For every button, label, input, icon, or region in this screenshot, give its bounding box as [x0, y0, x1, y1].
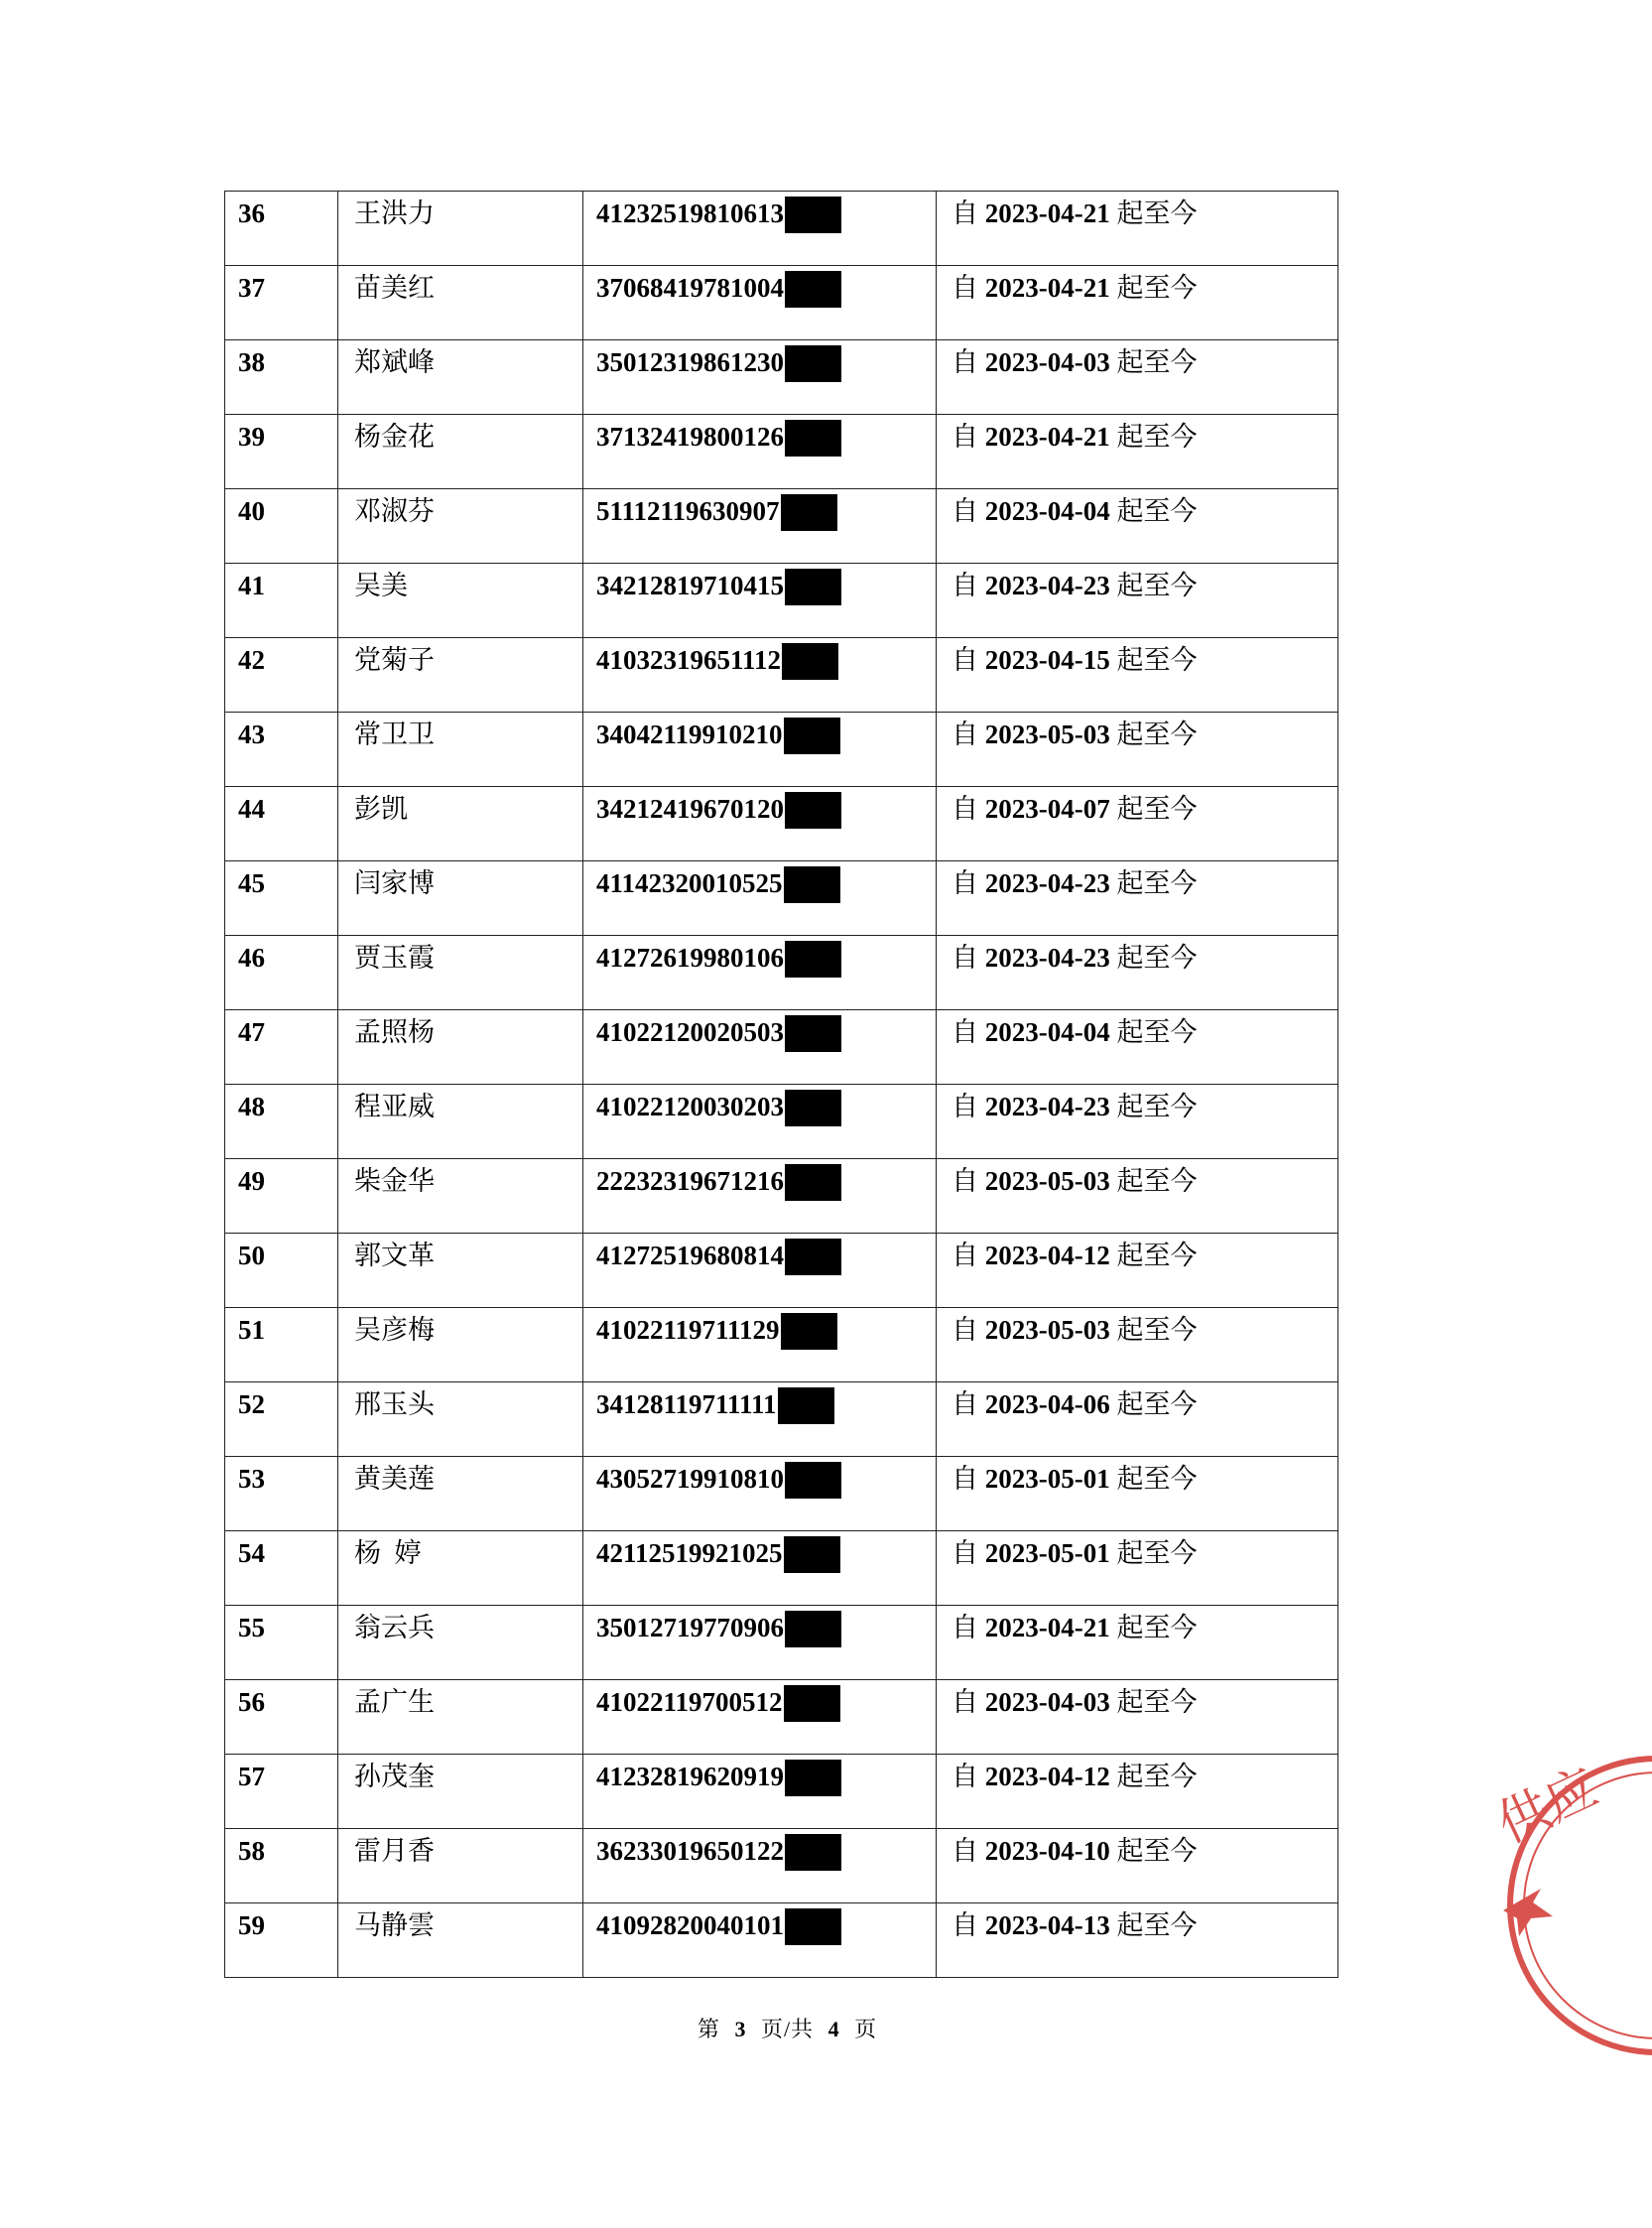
period-date: 2023-04-21 — [984, 422, 1110, 452]
period-date: 2023-05-03 — [984, 1166, 1110, 1196]
period-suffix: 起至今 — [1116, 1910, 1198, 1940]
table-row — [225, 340, 1338, 415]
id-number-cell — [583, 489, 937, 564]
person-name: 柴金华 — [338, 1159, 583, 1234]
period-date: 2023-04-23 — [984, 571, 1110, 600]
period-date: 2023-04-21 — [984, 273, 1110, 303]
person-name: 邢玉头 — [338, 1382, 583, 1457]
person-name: 吴彦梅 — [338, 1308, 583, 1382]
period-suffix: 起至今 — [1116, 1762, 1198, 1791]
redaction-block — [785, 1015, 841, 1052]
id-number-wrap — [596, 794, 841, 829]
period-suffix: 起至今 — [1116, 1464, 1198, 1494]
id-number-wrap — [596, 571, 841, 605]
id-number-cell — [583, 1159, 937, 1234]
table-row — [225, 1308, 1338, 1382]
period-date: 2023-04-21 — [984, 1613, 1110, 1642]
row-number: 39 — [225, 415, 338, 489]
id-number-wrap — [596, 1166, 841, 1201]
table-row — [225, 1606, 1338, 1680]
row-number: 36 — [225, 192, 338, 266]
id-number: 42112519921025 — [596, 1538, 783, 1568]
period-cell — [937, 1531, 1338, 1606]
id-number: 34212419670120 — [596, 794, 784, 824]
person-name: 吴美 — [338, 564, 583, 638]
id-number-wrap — [596, 1017, 841, 1052]
period-date: 2023-04-06 — [984, 1389, 1110, 1419]
period-suffix: 起至今 — [1116, 1836, 1198, 1866]
redaction-block — [781, 1313, 837, 1350]
period-date: 2023-04-04 — [984, 1017, 1110, 1047]
redaction-block — [784, 866, 840, 903]
id-number-wrap — [596, 1464, 841, 1499]
id-number-cell — [583, 1531, 937, 1606]
redaction-block — [785, 1834, 841, 1871]
row-number: 57 — [225, 1755, 338, 1829]
period-date: 2023-04-10 — [984, 1836, 1110, 1866]
period-suffix: 起至今 — [1116, 1389, 1198, 1419]
period-prefix: 自 — [952, 1836, 978, 1866]
period-prefix: 自 — [952, 198, 978, 228]
period-cell — [937, 1308, 1338, 1382]
table-row — [225, 1829, 1338, 1903]
id-number-wrap — [596, 1538, 840, 1573]
id-number-cell — [583, 1755, 937, 1829]
row-number: 37 — [225, 266, 338, 340]
person-name: 马静雲 — [338, 1903, 583, 1978]
period-cell — [937, 1457, 1338, 1531]
period-prefix: 自 — [952, 868, 978, 898]
id-number-wrap — [596, 1315, 837, 1350]
row-number: 53 — [225, 1457, 338, 1531]
id-number: 37132419800126 — [596, 422, 784, 452]
id-number: 41022120020503 — [596, 1017, 784, 1047]
table-row — [225, 415, 1338, 489]
period-date: 2023-04-12 — [984, 1241, 1110, 1270]
table-row — [225, 787, 1338, 861]
person-name: 程亚威 — [338, 1085, 583, 1159]
person-name: 翁云兵 — [338, 1606, 583, 1680]
table-row — [225, 564, 1338, 638]
period-prefix: 自 — [952, 1315, 978, 1345]
period-prefix: 自 — [952, 1762, 978, 1791]
period-suffix: 起至今 — [1116, 1687, 1198, 1717]
id-number-cell — [583, 713, 937, 787]
id-number: 36233019650122 — [596, 1836, 784, 1866]
id-number: 35012719770906 — [596, 1613, 784, 1642]
period-date: 2023-04-04 — [984, 496, 1110, 526]
period-prefix: 自 — [952, 943, 978, 973]
row-number: 42 — [225, 638, 338, 713]
period-cell — [937, 266, 1338, 340]
redaction-block — [785, 1908, 841, 1945]
id-number-cell — [583, 1606, 937, 1680]
redaction-block — [778, 1387, 834, 1424]
period-cell — [937, 1903, 1338, 1978]
table-row — [225, 861, 1338, 936]
redaction-block — [784, 1685, 840, 1722]
period-prefix: 自 — [952, 273, 978, 303]
seal-text: 供应 — [1488, 1758, 1607, 1856]
period-suffix: 起至今 — [1116, 1166, 1198, 1196]
id-number-cell — [583, 936, 937, 1010]
person-name: 孟照杨 — [338, 1010, 583, 1085]
period-cell — [937, 1680, 1338, 1755]
id-number-wrap — [596, 1687, 840, 1722]
table-row — [225, 192, 1338, 266]
person-name: 郭文革 — [338, 1234, 583, 1308]
redaction-block — [785, 792, 841, 829]
id-number: 43052719910810 — [596, 1464, 784, 1494]
id-number-wrap — [596, 198, 841, 233]
id-number: 37068419781004 — [596, 273, 784, 303]
id-number: 35012319861230 — [596, 347, 784, 377]
id-number: 34042119910210 — [596, 720, 783, 749]
row-number: 51 — [225, 1308, 338, 1382]
period-prefix: 自 — [952, 1910, 978, 1940]
table-row — [225, 1382, 1338, 1457]
person-name: 孟广生 — [338, 1680, 583, 1755]
person-name: 杨 婷 — [338, 1531, 583, 1606]
footer-prefix: 第 — [697, 2017, 720, 2041]
id-number-cell — [583, 564, 937, 638]
period-prefix: 自 — [952, 1166, 978, 1196]
id-number: 41272519680814 — [596, 1241, 784, 1270]
period-date: 2023-04-12 — [984, 1762, 1110, 1791]
id-number: 41232819620919 — [596, 1762, 784, 1791]
period-date: 2023-05-01 — [984, 1538, 1110, 1568]
period-suffix: 起至今 — [1116, 1538, 1198, 1568]
redaction-block — [785, 1239, 841, 1275]
row-number: 49 — [225, 1159, 338, 1234]
table-row — [225, 1159, 1338, 1234]
period-suffix: 起至今 — [1116, 273, 1198, 303]
id-number-wrap — [596, 720, 840, 754]
footer-middle: 页/共 — [760, 2017, 815, 2041]
person-name: 彭凯 — [338, 787, 583, 861]
period-date: 2023-04-03 — [984, 347, 1110, 377]
id-number-cell — [583, 1382, 937, 1457]
period-suffix: 起至今 — [1116, 496, 1198, 526]
period-suffix: 起至今 — [1116, 1241, 1198, 1270]
period-cell — [937, 638, 1338, 713]
period-date: 2023-04-07 — [984, 794, 1110, 824]
row-number: 47 — [225, 1010, 338, 1085]
person-name: 贾玉霞 — [338, 936, 583, 1010]
row-number: 55 — [225, 1606, 338, 1680]
id-number-cell — [583, 1680, 937, 1755]
period-cell — [937, 1234, 1338, 1308]
person-name: 孙茂奎 — [338, 1755, 583, 1829]
period-cell — [937, 564, 1338, 638]
id-number-wrap — [596, 645, 838, 680]
row-number: 56 — [225, 1680, 338, 1755]
footer-current-page: 3 — [734, 2017, 747, 2041]
period-cell — [937, 1010, 1338, 1085]
id-number: 34212819710415 — [596, 571, 784, 600]
id-number-cell — [583, 415, 937, 489]
period-prefix: 自 — [952, 571, 978, 600]
footer-total-pages: 4 — [827, 2017, 840, 2041]
period-prefix: 自 — [952, 496, 978, 526]
period-prefix: 自 — [952, 720, 978, 749]
roster-table — [224, 191, 1338, 1978]
table-row — [225, 638, 1338, 713]
period-prefix: 自 — [952, 1017, 978, 1047]
period-suffix: 起至今 — [1116, 1017, 1198, 1047]
period-suffix: 起至今 — [1116, 645, 1198, 675]
period-date: 2023-05-03 — [984, 1315, 1110, 1345]
period-prefix: 自 — [952, 1389, 978, 1419]
row-number: 40 — [225, 489, 338, 564]
person-name: 苗美红 — [338, 266, 583, 340]
redaction-block — [785, 941, 841, 978]
redaction-block — [785, 271, 841, 308]
period-date: 2023-05-03 — [984, 720, 1110, 749]
period-prefix: 自 — [952, 794, 978, 824]
table-row — [225, 1085, 1338, 1159]
period-date: 2023-04-15 — [984, 645, 1110, 675]
row-number: 52 — [225, 1382, 338, 1457]
row-number: 48 — [225, 1085, 338, 1159]
table-row — [225, 1755, 1338, 1829]
period-suffix: 起至今 — [1116, 198, 1198, 228]
period-prefix: 自 — [952, 1613, 978, 1642]
period-prefix: 自 — [952, 1092, 978, 1121]
table-row — [225, 936, 1338, 1010]
id-number-wrap — [596, 347, 841, 382]
row-number: 44 — [225, 787, 338, 861]
period-cell — [937, 1829, 1338, 1903]
id-number: 41022119700512 — [596, 1687, 783, 1717]
redaction-block — [781, 494, 837, 531]
period-suffix: 起至今 — [1116, 1613, 1198, 1642]
period-suffix: 起至今 — [1116, 868, 1198, 898]
period-suffix: 起至今 — [1116, 422, 1198, 452]
id-number: 22232319671216 — [596, 1166, 784, 1196]
table-row — [225, 489, 1338, 564]
red-seal-stamp — [1488, 1742, 1652, 2069]
period-prefix: 自 — [952, 1687, 978, 1717]
id-number-wrap — [596, 868, 840, 903]
period-suffix: 起至今 — [1116, 794, 1198, 824]
id-number-cell — [583, 787, 937, 861]
table-row — [225, 1234, 1338, 1308]
period-cell — [937, 787, 1338, 861]
period-date: 2023-04-23 — [984, 868, 1110, 898]
id-number: 34128119711111 — [596, 1389, 777, 1419]
period-cell — [937, 340, 1338, 415]
row-number: 58 — [225, 1829, 338, 1903]
period-cell — [937, 1382, 1338, 1457]
id-number-cell — [583, 1010, 937, 1085]
period-suffix: 起至今 — [1116, 1315, 1198, 1345]
person-name: 邓淑芬 — [338, 489, 583, 564]
period-date: 2023-04-23 — [984, 1092, 1110, 1121]
id-number-wrap — [596, 1762, 841, 1796]
id-number: 41092820040101 — [596, 1910, 784, 1940]
period-prefix: 自 — [952, 347, 978, 377]
period-prefix: 自 — [952, 1464, 978, 1494]
id-number-cell — [583, 192, 937, 266]
person-name: 党菊子 — [338, 638, 583, 713]
row-number: 50 — [225, 1234, 338, 1308]
redaction-block — [785, 197, 841, 233]
id-number-wrap — [596, 1910, 841, 1945]
row-number: 46 — [225, 936, 338, 1010]
id-number-wrap — [596, 1389, 834, 1424]
id-number: 41272619980106 — [596, 943, 784, 973]
id-number: 41022119711129 — [596, 1315, 780, 1345]
id-number-wrap — [596, 1836, 841, 1871]
period-cell — [937, 861, 1338, 936]
table-row — [225, 266, 1338, 340]
period-cell — [937, 192, 1338, 266]
period-suffix: 起至今 — [1116, 943, 1198, 973]
id-number-cell — [583, 1234, 937, 1308]
redaction-block — [785, 1611, 841, 1647]
redaction-block — [785, 1090, 841, 1126]
id-number-wrap — [596, 1613, 841, 1647]
period-suffix: 起至今 — [1116, 1092, 1198, 1121]
period-suffix: 起至今 — [1116, 347, 1198, 377]
period-date: 2023-04-23 — [984, 943, 1110, 973]
redaction-block — [784, 718, 840, 754]
period-prefix: 自 — [952, 1241, 978, 1270]
id-number-wrap — [596, 1092, 841, 1126]
table-row — [225, 1010, 1338, 1085]
redaction-block — [782, 643, 838, 680]
table-row — [225, 1457, 1338, 1531]
person-name: 杨金花 — [338, 415, 583, 489]
page-footer — [0, 2013, 1575, 2043]
id-number-wrap — [596, 422, 841, 457]
roster-body — [225, 192, 1338, 1978]
id-number: 51112119630907 — [596, 496, 780, 526]
person-name: 雷月香 — [338, 1829, 583, 1903]
row-number: 59 — [225, 1903, 338, 1978]
row-number: 41 — [225, 564, 338, 638]
redaction-block — [785, 569, 841, 605]
redaction-block — [785, 420, 841, 457]
id-number-cell — [583, 266, 937, 340]
period-prefix: 自 — [952, 422, 978, 452]
id-number-cell — [583, 1085, 937, 1159]
id-number-cell — [583, 340, 937, 415]
redaction-block — [785, 1462, 841, 1499]
id-number-wrap — [596, 496, 837, 531]
id-number-cell — [583, 861, 937, 936]
person-name: 常卫卫 — [338, 713, 583, 787]
period-cell — [937, 489, 1338, 564]
id-number-wrap — [596, 943, 841, 978]
period-suffix: 起至今 — [1116, 720, 1198, 749]
redaction-block — [785, 345, 841, 382]
id-number: 41232519810613 — [596, 198, 784, 228]
id-number-cell — [583, 1308, 937, 1382]
period-date: 2023-04-13 — [984, 1910, 1110, 1940]
person-name: 闫家博 — [338, 861, 583, 936]
redaction-block — [784, 1536, 840, 1573]
period-date: 2023-04-03 — [984, 1687, 1110, 1717]
period-date: 2023-05-01 — [984, 1464, 1110, 1494]
row-number: 54 — [225, 1531, 338, 1606]
id-number: 41032319651112 — [596, 645, 782, 675]
period-cell — [937, 1606, 1338, 1680]
id-number: 41022120030203 — [596, 1092, 784, 1121]
redaction-block — [785, 1760, 841, 1796]
period-date: 2023-04-21 — [984, 198, 1110, 228]
person-name: 王洪力 — [338, 192, 583, 266]
table-row — [225, 1680, 1338, 1755]
period-prefix: 自 — [952, 645, 978, 675]
period-cell — [937, 1085, 1338, 1159]
table-row — [225, 713, 1338, 787]
period-cell — [937, 936, 1338, 1010]
period-suffix: 起至今 — [1116, 571, 1198, 600]
id-number-wrap — [596, 273, 841, 308]
footer-suffix: 页 — [854, 2017, 878, 2041]
id-number-wrap — [596, 1241, 841, 1275]
person-name: 黄美莲 — [338, 1457, 583, 1531]
id-number: 41142320010525 — [596, 868, 783, 898]
period-prefix: 自 — [952, 1538, 978, 1568]
redaction-block — [785, 1164, 841, 1201]
id-number-cell — [583, 638, 937, 713]
id-number-cell — [583, 1903, 937, 1978]
row-number: 38 — [225, 340, 338, 415]
id-number-cell — [583, 1457, 937, 1531]
row-number: 43 — [225, 713, 338, 787]
period-cell — [937, 1755, 1338, 1829]
id-number-cell — [583, 1829, 937, 1903]
table-row — [225, 1531, 1338, 1606]
period-cell — [937, 1159, 1338, 1234]
person-name: 郑斌峰 — [338, 340, 583, 415]
period-cell — [937, 415, 1338, 489]
table-row — [225, 1903, 1338, 1978]
period-cell — [937, 713, 1338, 787]
row-number: 45 — [225, 861, 338, 936]
